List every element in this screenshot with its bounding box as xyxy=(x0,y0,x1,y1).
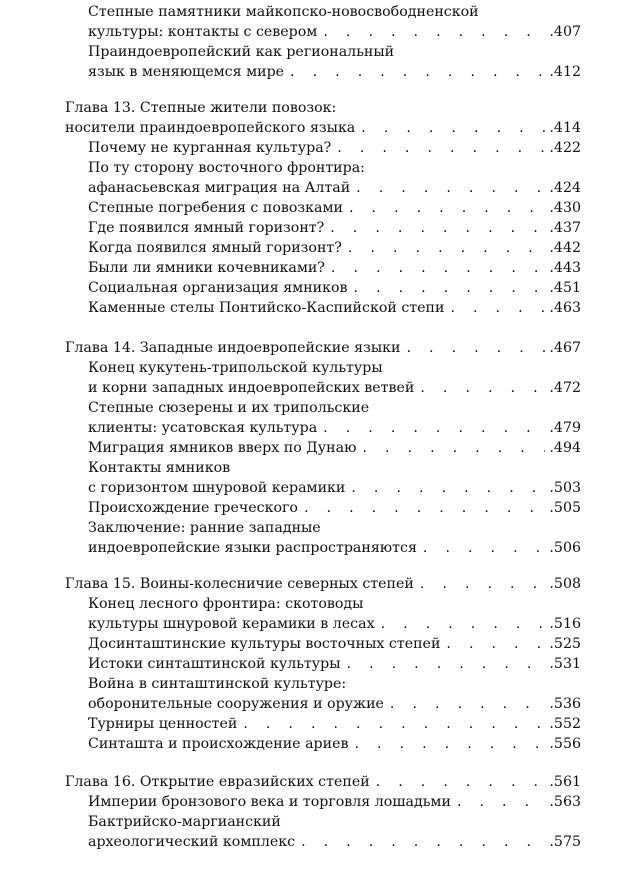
page-number: .536 xyxy=(549,696,581,712)
page-number: .407 xyxy=(549,24,581,40)
toc-entry-text: Конец кукутень-трипольской культуры xyxy=(88,360,383,376)
toc-entry-line[interactable] xyxy=(88,22,581,42)
page-number: .422 xyxy=(549,140,581,156)
toc-entry-text: Конец лесного фронтира: скотоводы xyxy=(88,596,364,612)
dot-leader xyxy=(440,634,545,654)
toc-entry-line[interactable] xyxy=(88,278,581,298)
toc-entry-text: Почему не курганная культура? xyxy=(88,140,332,156)
page-number: .437 xyxy=(549,220,581,236)
page-number: .552 xyxy=(549,716,581,732)
toc-entry-text: Досинташтинские культуры восточных степей xyxy=(88,636,441,652)
toc-entry-text: Заключение: ранние западные xyxy=(88,520,321,536)
toc-entry-line[interactable] xyxy=(88,398,581,418)
toc-entry-text: и корни западных индоевропейских ветвей xyxy=(88,380,415,396)
dot-leader xyxy=(348,278,546,298)
toc-chapter-line[interactable] xyxy=(65,338,581,358)
toc-entry-text: культуры: контакты с севером xyxy=(88,24,318,40)
toc-entry-text: Бактрийско-маргианский xyxy=(88,814,281,830)
dot-leader xyxy=(343,198,545,218)
toc-entry-line[interactable] xyxy=(88,634,581,654)
toc-entry-line[interactable] xyxy=(88,218,581,238)
toc-entry-text: Происхождение греческого xyxy=(88,500,298,516)
dot-leader xyxy=(384,694,545,714)
dot-leader xyxy=(317,418,545,438)
dot-leader xyxy=(341,654,546,674)
toc-entry-line[interactable] xyxy=(88,458,581,478)
toc-entry-line[interactable] xyxy=(88,42,581,62)
toc-entry-text: Война в синташтинской культуре: xyxy=(88,676,347,692)
toc-entry-text: Глава 14. Западные индоевропейские языки xyxy=(65,340,401,356)
toc-entry-text: археологический комплекс xyxy=(88,834,296,850)
toc-entry-text: Истоки синташтинской культуры xyxy=(88,656,341,672)
page-number: .443 xyxy=(549,260,581,276)
toc-entry-line[interactable] xyxy=(88,518,581,538)
toc-entry-text: Каменные стелы Понтийско-Каспийской степи xyxy=(88,300,445,316)
toc-chapter-line[interactable] xyxy=(65,118,581,138)
page-number: .575 xyxy=(549,834,581,850)
toc-entry-line[interactable] xyxy=(88,2,581,22)
page-number: .531 xyxy=(549,656,581,672)
dot-leader xyxy=(324,218,545,238)
toc-entry-text: Степные погребения с повозками xyxy=(88,200,343,216)
toc-entry-line[interactable] xyxy=(88,178,581,198)
toc-entry-line[interactable] xyxy=(88,238,581,258)
toc-entry-text: Турниры ценностей xyxy=(88,716,238,732)
toc-entry-line[interactable] xyxy=(88,832,581,852)
toc-entry-line[interactable] xyxy=(88,138,581,158)
toc-entry-text: Когда появился ямный горизонт? xyxy=(88,240,342,256)
dot-leader xyxy=(451,792,545,812)
dot-leader xyxy=(317,22,545,42)
toc-entry-line[interactable] xyxy=(88,694,581,714)
toc-entry-text: Были ли ямники кочевниками? xyxy=(88,260,325,276)
toc-entry-text: Степные памятники майкопско-новосвободненской xyxy=(88,4,479,20)
toc-entry-line[interactable] xyxy=(88,538,581,558)
dot-leader xyxy=(400,338,545,358)
toc-entry-line[interactable] xyxy=(88,654,581,674)
toc-entry-line[interactable] xyxy=(88,438,581,458)
toc-entry-text: индоевропейские языки распространяются xyxy=(88,540,417,556)
page-number: .414 xyxy=(549,120,581,136)
dot-leader xyxy=(355,118,545,138)
page-number: .494 xyxy=(549,440,581,456)
page-number: .505 xyxy=(549,500,581,516)
toc-entry-text: Глава 15. Воины-колесничие северных степей xyxy=(65,576,414,592)
dot-leader xyxy=(444,298,545,318)
page-number: .503 xyxy=(549,480,581,496)
toc-entry-text: Праиндоевропейский как региональный xyxy=(88,44,395,60)
toc-entry-text: носители праиндоевропейского языка xyxy=(65,120,356,136)
toc-entry-line[interactable] xyxy=(88,812,581,832)
toc-entry-text: культуры шнуровой керамики в лесах xyxy=(88,616,375,632)
toc-entry-text: оборонительные сооружения и оружие xyxy=(88,696,384,712)
toc-entry-text: Синташта и происхождение ариев xyxy=(88,736,349,752)
dot-leader xyxy=(345,478,545,498)
page-number: .424 xyxy=(549,180,581,196)
toc-entry-line[interactable] xyxy=(88,158,581,178)
toc-chapter-line[interactable] xyxy=(65,574,581,594)
page-number: .508 xyxy=(549,576,581,592)
toc-entry-text: По ту сторону восточного фронтира: xyxy=(88,160,365,176)
toc-entry-line[interactable] xyxy=(88,298,581,318)
dot-leader xyxy=(350,178,545,198)
dot-leader xyxy=(375,614,546,634)
page-number: .516 xyxy=(549,616,581,632)
toc-entry-text: Империи бронзового века и торговля лошадьми xyxy=(88,794,451,810)
toc-entry-line[interactable] xyxy=(88,378,581,398)
dot-leader xyxy=(370,772,546,792)
toc-entry-text: Степные сюзерены и их трипольские xyxy=(88,400,370,416)
toc-chapter-line[interactable] xyxy=(65,98,581,118)
toc-entry-text: афанасьевская миграция на Алтай xyxy=(88,180,351,196)
dot-leader xyxy=(325,258,545,278)
toc-entry-line[interactable] xyxy=(88,418,581,438)
dot-leader xyxy=(342,238,546,258)
page-number: .442 xyxy=(549,240,581,256)
toc-entry-text: Контакты ямников xyxy=(88,460,231,476)
page-number: .467 xyxy=(549,340,581,356)
toc-entry-line[interactable] xyxy=(88,62,581,82)
dot-leader xyxy=(348,734,545,754)
page-number: .472 xyxy=(549,380,581,396)
toc-entry-text: с горизонтом шнуровой керамики xyxy=(88,480,346,496)
page-number: .412 xyxy=(549,64,581,80)
toc-entry-text: Глава 16. Открытие евразийских степей xyxy=(65,774,370,790)
page-number: .506 xyxy=(549,540,581,556)
toc-entry-text: язык в меняющемся мире xyxy=(88,64,285,80)
dot-leader xyxy=(298,498,545,518)
toc-entry-line[interactable] xyxy=(88,594,581,614)
dot-leader xyxy=(295,832,545,852)
toc-entry-line[interactable] xyxy=(88,498,581,518)
page-number: .563 xyxy=(549,794,581,810)
toc-entry-line[interactable] xyxy=(88,198,581,218)
page-number: .479 xyxy=(549,420,581,436)
toc-entry-line[interactable] xyxy=(88,792,581,812)
toc-entry-text: клиенты: усатовская культура xyxy=(88,420,318,436)
page-number: .463 xyxy=(549,300,581,316)
dot-leader xyxy=(414,574,546,594)
page-number: .556 xyxy=(549,736,581,752)
toc-entry-line[interactable] xyxy=(88,714,581,734)
toc-entry-text: Где появился ямный горизонт? xyxy=(88,220,325,236)
toc-entry-text: Миграция ямников вверх по Дунаю xyxy=(88,440,357,456)
toc-entry-text: Глава 13. Степные жители повозок: xyxy=(65,100,337,116)
dot-leader xyxy=(417,538,546,558)
dot-leader xyxy=(414,378,545,398)
toc-entry-line[interactable] xyxy=(88,614,581,634)
page-number: .525 xyxy=(549,636,581,652)
toc-chapter-line[interactable] xyxy=(65,772,581,792)
page-number: .430 xyxy=(549,200,581,216)
dot-leader xyxy=(284,62,545,82)
toc-entry-line[interactable] xyxy=(88,478,581,498)
dot-leader xyxy=(331,138,545,158)
toc-entry-line[interactable] xyxy=(88,734,581,754)
page-number: .451 xyxy=(549,280,581,296)
toc-entry-line[interactable] xyxy=(88,258,581,278)
page-number: .561 xyxy=(549,774,581,790)
toc-entry-line[interactable] xyxy=(88,358,581,378)
toc-entry-text: Социальная организация ямников xyxy=(88,280,348,296)
dot-leader xyxy=(237,714,545,734)
dot-leader xyxy=(356,438,545,458)
toc-entry-line[interactable] xyxy=(88,674,581,694)
